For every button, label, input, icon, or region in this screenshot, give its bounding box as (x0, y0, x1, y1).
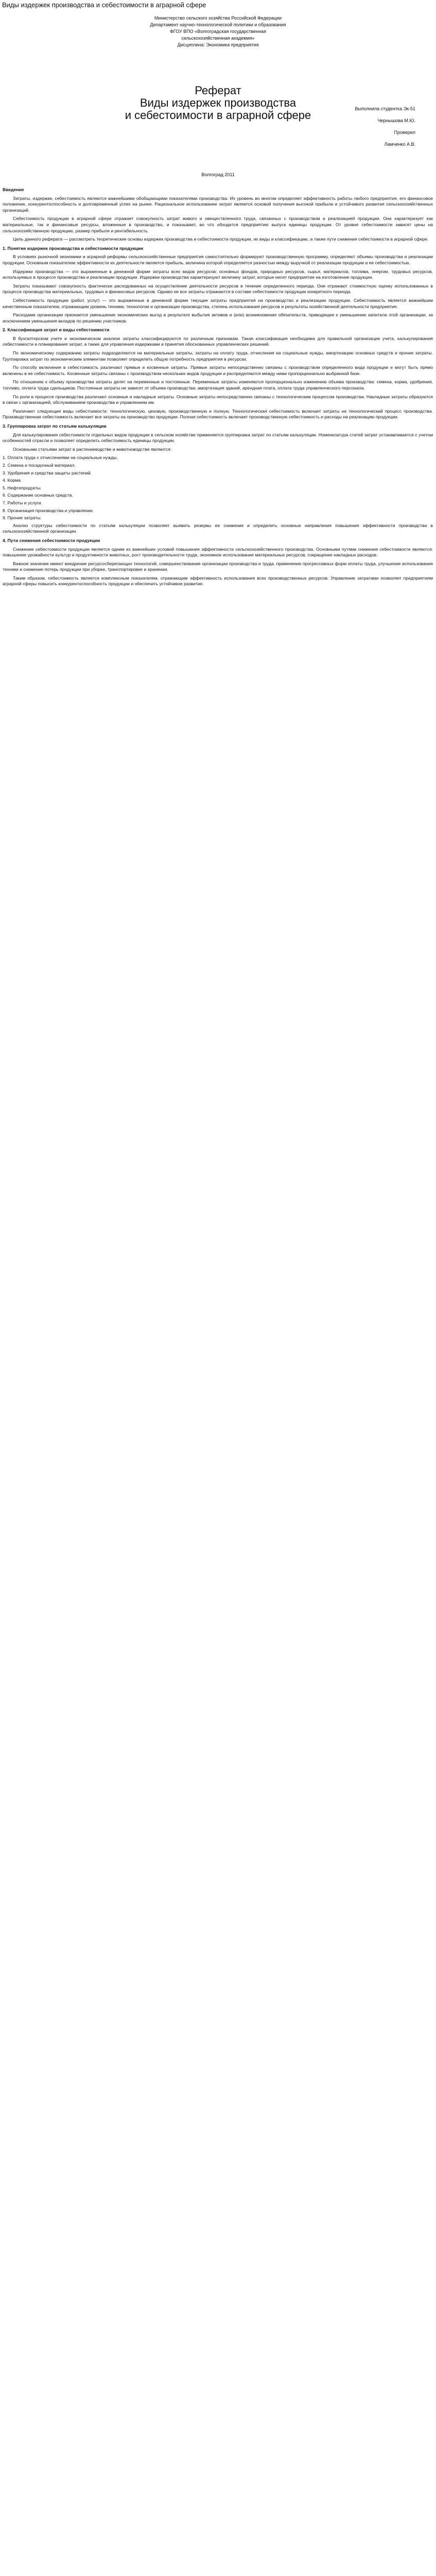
paragraph: Снижение себестоимости продукции является одним из важнейших условий повышения эффективности сельскохозяйственного производства. Основными путями снижения себестоимости являются: повышение урожайности культур и продуктивности животных, рост производительности труда, экономное использование материальных ресурсов, сокращение накладных расходов. (3, 546, 433, 558)
paragraph: В бухгалтерском учете и экономическом анализе затраты классифицируются по различным признакам. Такая классификация необходима для правильной организации учета, калькулирования себестоимости и планирования затрат, а также для управления издержками и принятия обоснованных управленческих решений. (3, 335, 433, 347)
city-year: Волгоград 2011 (201, 172, 235, 177)
paragraph: Для калькулирования себестоимости отдельных видов продукции в сельском хозяйстве применяется группировка затрат по статьям калькуляции. Номенклатура статей затрат устанавливается с учетом особенностей отрасли и позволяет определить себестоимость единицы продукции. (3, 432, 433, 444)
paragraph: Таким образом, себестоимость является комплексным показателем, отражающим эффективность использования всех производственных ресурсов. Управление затратами позволяет предприятиям аграрной сферы повысить конкурентоспособность продукции и обеспечить устойчивое развитие. (3, 575, 433, 587)
section-heading: 3. Группировка затрат по статьям калькуляции (3, 423, 107, 429)
document-title: Виды издержек производства и себестоимости в аграрной сфере (2, 1, 206, 9)
paragraph: Анализ структуры себестоимости по статьям калькуляции позволяет выявить резервы ее снижения и определить основные направления повышения эффективности производства в сельскохозяйственной организации. (3, 522, 433, 534)
institution-header (0, 15, 436, 48)
paragraph: Расходами организации признается уменьшение экономических выгод в результате выбытия активов и (или) возникновения обязательств, приводящее к уменьшению капитала этой организации, за исключением уменьшения вкладов по решению участников. (3, 312, 433, 324)
paragraph: Затраты, издержки, себестоимость являются важнейшими обобщающими показателями производства. Их уровень во многом определяет эффективность работы любого предприятия, его финансовое положение, конкурентоспособность и долговременный успех на рынке. Рациональное использование затрат является основой получения высокой прибыли и устойчивого развития сельскохозяйственных организаций. (3, 195, 433, 213)
paragraph: 5. Нефтепродукты. (3, 485, 42, 490)
report-title-line: Виды издержек производства (139, 96, 297, 109)
paragraph: 3. Удобрения и средства защиты растений. (3, 470, 92, 476)
signature-line: Выполнила студентка Эк-51 (355, 106, 415, 111)
paragraph: Различают следующие виды себестоимости: технологическую, цеховую, производственную и полную. Технологическая себестоимость включает затраты на технологический процесс производства. Производственная себестоимость включает все затраты на производство продукции. Полная себестоимость включает производственную себестоимость и расходы на реализацию продукции. (3, 408, 433, 420)
paragraph: 1. Оплата труда с отчислениями на социальные нужды. (3, 455, 118, 461)
header-line: Министерство сельского хозяйства Российской Федерации (154, 15, 282, 21)
paragraph: По экономическому содержанию затраты подразделяются на материальные затраты, затраты на оплату труда, отчисления на социальные нужды, амортизацию основных средств и прочие затраты. Группировка затрат по экономическим элементам позволяет определить общую потребность предприятия в ресурсах. (3, 350, 433, 362)
paragraph: Основными статьями затрат в растениеводстве и животноводстве являются: (13, 446, 172, 452)
header-line: Департамент научно-технологической политики и образования (150, 22, 286, 27)
paragraph: Издержки производства — это выраженные в денежной форме затраты всех видов ресурсов: основных фондов, природных ресурсов, сырья, материалов, топлива, энергии, трудовых ресурсов, используемых в процессе производства и реализации продукции. Издержки производства характеризуют величину затрат, которые несет предприятие на изготовление продукции. (3, 268, 433, 280)
paragraph: 8. Организация производства и управление. (3, 507, 94, 513)
header-line: Дисциплина: Экономика предприятия (177, 42, 259, 47)
paragraph: Цель данного реферата — рассмотреть теоретические основы издержек производства и себестоимости продукции, их виды и классификацию, а также пути снижения себестоимости в аграрной сфере. (13, 236, 429, 242)
header-line: ФГОУ ВПО «Волгоградская государственная (169, 29, 267, 34)
paragraph: 7. Работы и услуги. (3, 500, 43, 505)
paragraph: 9. Прочие затраты. (3, 515, 42, 521)
section-heading: 4. Пути снижения себестоимости продукции (3, 537, 100, 543)
paragraph: По способу включения в себестоимость различают прямые и косвенные затраты. Прямые затраты непосредственно связаны с производством определенного вида продукции и могут быть прямо включены в ее себестоимость. Косвенные затраты связаны с производством нескольких видов продукции и распределяются между ними пропорционально выбранной базе. (3, 365, 433, 376)
paragraph: 4. Корма. (3, 478, 22, 483)
paragraph: 2. Семена и посадочный материал. (3, 462, 76, 468)
paragraph: Важное значение имеют внедрение ресурсосберегающих технологий, совершенствование организации производства и труда, применение прогрессивных форм оплаты труда, улучшение использования техники и снижение потерь продукции при уборке, транспортировке и хранении. (3, 561, 433, 572)
paragraph: Себестоимость продукции (работ, услуг) — это выраженные в денежной форме текущие затраты предприятия на производство и реализацию продукции. Себестоимость является важнейшим качественным показателем, отражающим уровень техники, технологии и организации производства, степень использования ресурсов и результаты хозяйственной деятельности предприятия. (3, 297, 433, 309)
paragraph: По отношению к объему производства затраты делят на переменные и постоянные. Переменные затраты изменяются пропорционально изменению объема производства: семена, корма, удобрения, топливо, оплата труда сдельщиков. Постоянные затраты не зависят от объема производства: амортизация зданий, арендная плата, оплата труда управленческого персонала. (3, 379, 433, 391)
section-heading: 2. Классификация затрат и виды себестоимости (3, 327, 110, 333)
paragraph: 6. Содержание основных средств. (3, 493, 73, 498)
paragraph: Себестоимость продукции в аграрной сфере отражает совокупность затрат живого и овеществленного труда, связанных с производством и реализацией продукции. Она характеризует как материальные, так и финансовые ресурсы, вложенные в производство, и показывает, во что обходится предприятию выпуск единицы продукции. От уровня себестоимости зависят цены на сельскохозяйственную продукцию, размер прибыли и рентабельность. (3, 216, 433, 233)
signature-line: Ламченко А.В. (384, 142, 415, 147)
signature-line: Чернышова М.Ю. (377, 118, 415, 123)
paragraph: По роли в процессе производства различают основные и накладные затраты. Основные затраты непосредственно связаны с технологическим процессом производства. Накладные затраты образуются в связи с организацией, обслуживанием производства и управлением им. (3, 394, 433, 405)
report-title-line: Реферат (195, 84, 241, 97)
signature-block (355, 106, 416, 148)
document-page (0, 0, 436, 122)
signature-line: Проверил (394, 130, 415, 135)
paragraph: В условиях рыночной экономики и аграрной реформы сельскохозяйственные предприятия самостоятельно формируют производственную программу, определяют объемы производства и реализации продукции. Основным показателем эффективности их деятельности является прибыль, величина которой определяется разностью между выручкой от реализации продукции и ее себестоимостью. (3, 254, 433, 265)
section-heading: Введение (3, 187, 24, 192)
report-title-line: и себестоимости в аграрной сфере (125, 109, 311, 122)
paragraph: Затраты показывают совокупность фактически расходованных на осуществление деятельности ресурсов в течение определенного периода. Они отражают стоимостную оценку использованных в процессе производства материальных, трудовых и финансовых ресурсов. Однако не все затраты отражаются в составе себестоимости продукции конкретного периода. (3, 283, 433, 295)
report-body (3, 184, 433, 590)
section-heading: 1. Понятие издержек производства и себестоимости продукции (3, 245, 144, 251)
header-line: сельскохозяйственная академия» (181, 36, 255, 41)
